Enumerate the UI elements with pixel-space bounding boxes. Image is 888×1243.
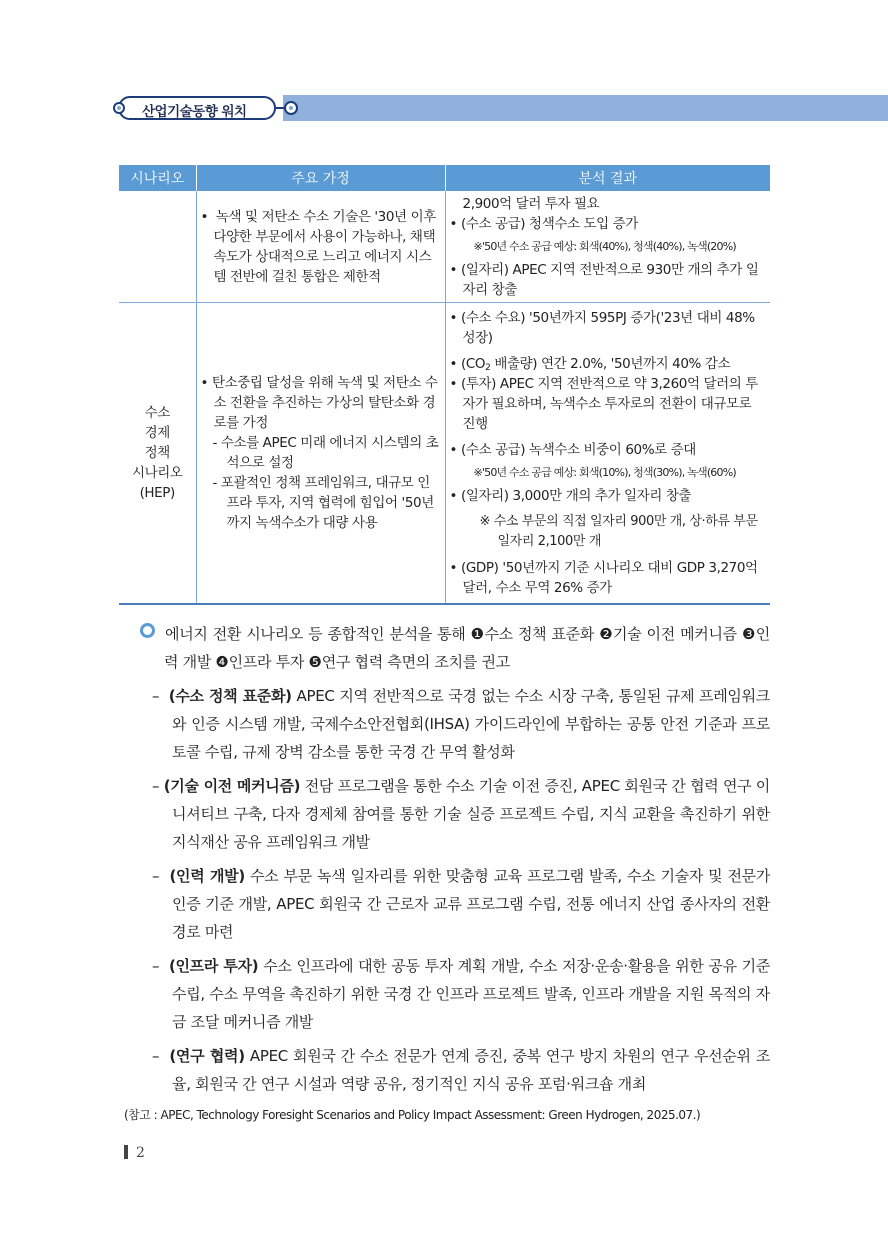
page-number: 2 xyxy=(124,1145,145,1161)
header-pill xyxy=(118,96,276,120)
result-bullet: • (수소 공급) 청색수소 도입 증가 xyxy=(449,215,638,232)
header-assumption: 주요 가정 xyxy=(196,165,445,191)
scenario-label-line: 시나리오 xyxy=(131,465,183,481)
assumption-dash: - 포괄적인 정책 프레임워크, 대규모 인프라 투자, 지역 협력에 힘입어 '50년까지 녹색수소가 대량 사용 xyxy=(212,475,434,531)
recommendation-item: – (기술 이전 메커니즘) 전담 프로그램을 통한 수소 기술 이전 증진, APEC 회원국 간 협력 연구 이니셔티브 구축, 다자 경제체 참여를 통한 기술 실증 프로젝트 수립, 지식 교환을 촉진하기 위한 지식재산 공유 프레임워크 개발 xyxy=(152,777,771,851)
result-cell xyxy=(445,191,770,303)
header-dot-left-icon xyxy=(113,102,125,114)
ring-bullet-icon xyxy=(140,623,155,638)
result-cell xyxy=(445,303,770,605)
result-note: ※ 수소 부문의 직접 일자리 900만 개, 상·하류 부문 일자리 2,100만 개 xyxy=(479,514,758,549)
scenario-label-line: 정책 xyxy=(144,445,170,461)
assumption-cell xyxy=(196,303,445,605)
table-header-row xyxy=(119,165,770,191)
scenario-table xyxy=(119,165,770,605)
scenario-label-line: (HEP) xyxy=(139,485,175,501)
recommendation-item: – (인프라 투자) 수소 인프라에 대한 공동 투자 계획 개발, 수소 저장·운송·활용을 위한 공유 기준 수립, 수소 무역을 촉진하기 위한 국경 간 인프라 프로젝트 발족, 인프라 개발을 지원 목적의 자금 조달 메커니즘 개발 xyxy=(152,957,771,1031)
scenario-label-line: 수소 xyxy=(144,405,170,421)
result-continued: 2,900억 달러 투자 필요 xyxy=(462,195,600,212)
scenario-label-line: 경제 xyxy=(144,425,170,441)
reference-note: (참고 : APEC, Technology Foresight Scenarios and Policy Impact Assessment: Green Hydrogen, 2025.07.) xyxy=(124,1108,701,1122)
table-row xyxy=(119,191,770,303)
recommendation-item: – (연구 협력) APEC 회원국 간 수소 전문가 연계 증진, 중복 연구 방지 차원의 연구 우선순위 조율, 회원국 간 연구 시설과 역량 공유, 정기적인 지식 공유 포럼·워크숍 개최 xyxy=(152,1047,771,1093)
recommendation-item: – (수소 정책 표준화) APEC 지역 전반적으로 국경 없는 수소 시장 구축, 통일된 규제 프레임워크와 인증 시스템 개발, 국제수소안전협회(IHSA) 가이드라인에 부합하는 공통 안전 기준과 프로토콜 수립, 규제 장벽 감소를 통한 국경 간 무역 활성화 xyxy=(152,687,770,761)
lead-paragraph: 에너지 전환 시나리오 등 종합적인 분석을 통해 ❶수소 정책 표준화 ❷기술 이전 메커니즘 ❸인력 개발 ❹인프라 투자 ❺연구 협력 측면의 조치를 권고 xyxy=(140,620,770,676)
result-bullet: • (투자) APEC 지역 전반적으로 약 3,260억 달러의 투자가 필요하며, 녹색수소 투자로의 전환이 대규모로 진행 xyxy=(449,376,758,432)
assumption-bullet: • 녹색 및 저탄소 수소 기술은 '30년 이후 다양한 부문에서 사용이 가능하나, 채택 속도가 상대적으로 느리고 에너지 시스템 전반에 걸친 통합은 제한적 xyxy=(200,208,436,285)
recommendation-item: – (인력 개발) 수소 부문 녹색 일자리를 위한 맞춤형 교육 프로그램 발족, 수소 기술자 및 전문가 인증 기준 개발, APEC 회원국 간 근로자 교류 프로그램 수립, 전통 에너지 산업 종사자의 전환 경로 마련 xyxy=(152,867,771,941)
assumption-dash: - 수소를 APEC 미래 에너지 시스템의 초석으로 설정 xyxy=(212,435,439,471)
result-bullet: • ($CO_2$ 배출량) 연간 2.0%, '50년까지 40% 감소 xyxy=(449,356,731,373)
result-bullet: • (일자리) 3,000만 개의 추가 일자리 창출 xyxy=(449,488,692,504)
header-scenario: 시나리오 xyxy=(119,165,196,191)
scenario-cell xyxy=(119,191,196,303)
result-bullet: • (GDP) '50년까지 기준 시나리오 대비 GDP 3,270억 달러, 수소 무역 26% 증가 xyxy=(449,560,758,596)
header-bar xyxy=(283,95,888,121)
header-dot-right-icon xyxy=(284,101,298,115)
assumption-cell xyxy=(196,191,445,303)
result-bullet: • (일자리) APEC 지역 전반적으로 930만 개의 추가 일자리 창출 xyxy=(449,261,759,298)
result-bullet: • (수소 수요) '50년까지 595PJ 증가('23년 대비 48% 성장) xyxy=(449,310,755,346)
header-title: 산업기술동향 워치 xyxy=(142,104,247,120)
assumption-bullet: • 탄소중립 달성을 위해 녹색 및 저탄소 수소 전환을 추진하는 가상의 탈탄소화 경로를 가정 xyxy=(200,375,438,431)
result-note: ※'50년 수소 공급 예상: 회색(10%), 청색(30%), 녹색(60%) xyxy=(473,466,736,479)
header-result: 분석 결과 xyxy=(445,165,770,191)
result-bullet: • (수소 공급) 녹색수소 비중이 60%로 증대 xyxy=(449,442,696,458)
page-marker-icon xyxy=(124,1145,128,1159)
scenario-cell xyxy=(119,303,196,605)
recommendation-section xyxy=(140,620,770,1104)
table-row xyxy=(119,303,770,605)
result-note: ※'50년 수소 공급 예상: 회색(40%), 청색(40%), 녹색(20%) xyxy=(473,239,736,253)
